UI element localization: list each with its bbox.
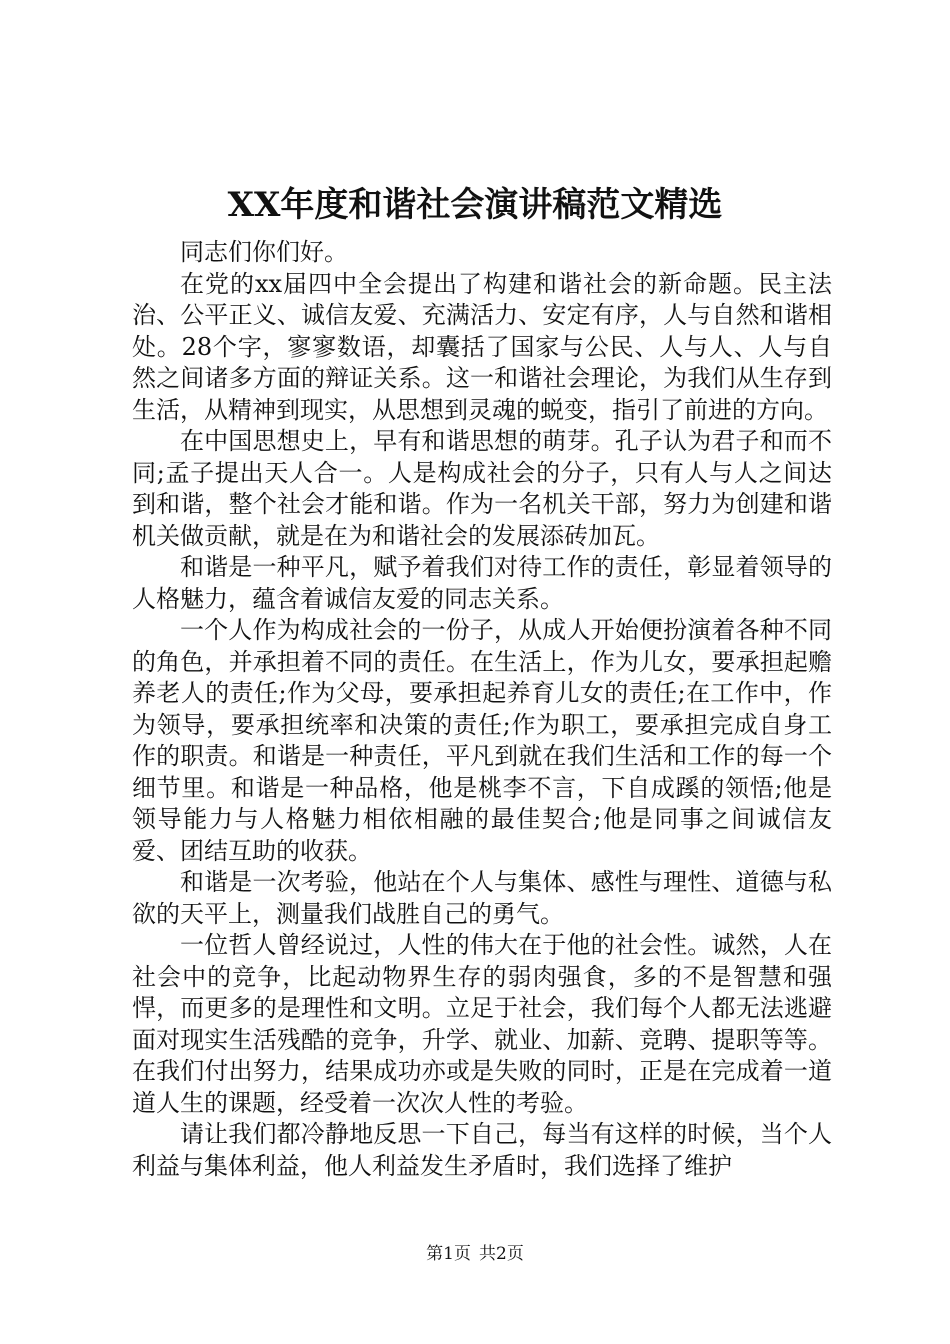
document-title: XX年度和谐社会演讲稿范文精选 <box>227 185 723 225</box>
page-total: 共2页 <box>479 1244 524 1264</box>
paragraph: 在党的xx届四中全会提出了构建和谐社会的新命题。民主法治、公平正义、诚信友爱、充满活力、安定有序，人与自然和谐相处。28个字，寥寥数语，却囊括了国家与公民、人与人、人与自然之间诸多方面的辩证关系。这一和谐社会理论，为我们从生存到生活，从精神到现实，从思想到灵魂的蜕变，指引了前进的方向。 <box>132 269 832 424</box>
paragraph: 一位哲人曾经说过，人性的伟大在于他的社会性。诚然，人在社会中的竞争，比起动物界生存的弱肉强食，多的不是智慧和强悍，而更多的是理性和文明。立足于社会，我们每个人都无法逃避面对现实生活残酷的竞争，升学、就业、加薪、竞聘、提职等等。在我们付出努力，结果成功亦或是失败的同时，正是在完成着一道道人生的课题，经受着一次次人性的考验。 <box>132 931 832 1117</box>
paragraph: 和谐是一次考验，他站在个人与集体、感性与理性、道德与私欲的天平上，测量我们战胜自己的勇气。 <box>132 868 832 928</box>
paragraph: 和谐是一种平凡，赋予着我们对待工作的责任，彰显着领导的人格魅力，蕴含着诚信友爱的同志关系。 <box>132 553 832 613</box>
paragraph: 在中国思想史上，早有和谐思想的萌芽。孔子认为君子和而不同;孟子提出天人合一。人是构成社会的分子，只有人与人之间达到和谐，整个社会才能和谐。作为一名机关干部，努力为创建和谐机关做贡献，就是在为和谐社会的发展添砖加瓦。 <box>132 427 832 550</box>
paragraph: 请让我们都冷静地反思一下自己，每当有这样的时候，当个人利益与集体利益，他人利益发生矛盾时，我们选择了维护 <box>132 1120 832 1180</box>
paragraph-greeting: 同志们你们好。 <box>180 238 348 266</box>
page-number: 第1页 <box>426 1244 471 1264</box>
paragraph: 一个人作为构成社会的一份子，从成人开始便扮演着各种不同的角色，并承担着不同的责任。在生活上，作为儿女，要承担起赡养老人的责任;作为父母，要承担起养育儿女的责任;在工作中，作为领导，要承担统率和决策的责任;作为职工，要承担完成自身工作的职责。和谐是一种责任，平凡到就在我们生活和工作的每一个细节里。和谐是一种品格，他是桃李不言，下自成蹊的领悟;他是领导能力与人格魅力相依相融的最佳契合;他是同事之间诚信友爱、团结互助的收获。 <box>132 616 832 865</box>
document-body <box>132 237 832 1182</box>
page-footer <box>0 1242 950 1266</box>
